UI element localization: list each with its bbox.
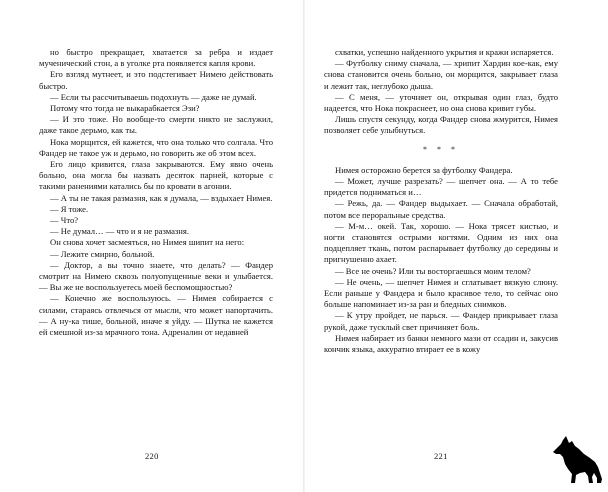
paragraph: — И это тоже. Но вообще-то смерти никто не заслужил, даже такое дерьмо, как ты.	[39, 114, 273, 136]
paragraph: Нимея набирает из банки немного мази от ссадин и, закусив кончик языка, аккуратно втирает ее в кожу	[324, 332, 558, 355]
paragraph: — Конечно же воспользуюсь. — Нимея собирается с силами, стараясь отвлечься от мысли, что может напортачить. — А ну-ка тише, больной, иначе я уйду. — Шутка не кажется ей смешной из-за мрачного тона. Адреналин от недавней	[39, 293, 273, 338]
paragraph: Он снова хочет засмеяться, но Нимея шипит на него:	[50, 237, 245, 248]
paragraph: — Может, лучше разрезать? — шепчет она. — А то тебе придется подниматься и…	[324, 176, 558, 198]
left-page-text	[39, 47, 273, 338]
paragraph: — Не думал… — что и я не размазня.	[50, 226, 190, 237]
paragraph: — Не очень, — шепчет Нимея и сглатывает вязкую слюну. Если раньше у Фандера и было красивое тело, то сейчас оно больше напоминает из-за ран и бледных снимков.	[324, 276, 558, 310]
paragraph: — К утру пройдет, не парься. — Фандер прикрывает глаза рукой, даже тусклый свет причиняет боль.	[324, 310, 558, 332]
right-page-number: 221	[434, 451, 448, 461]
paragraph: схватки, успешно найденного укрытия и кражи испаряется.	[335, 47, 554, 57]
paragraph: — Если ты рассчитываешь подохнуть — даже не думай.	[50, 91, 257, 102]
section-separator: * * *	[423, 144, 459, 154]
paragraph: но быстро прекращает, хватается за ребра и издает мученический стон, а в уголке рта появляется капля крови.	[39, 47, 273, 69]
paragraph: — Футболку сниму сначала, — хрипит Хардин кое-как, ему снова становится очень больно, он морщится, закрывает глаза и лежит так, неглубоко дыша.	[324, 58, 558, 91]
wolf-silhouette-icon	[553, 432, 603, 484]
paragraph: Потому что тогда не выкарабкается Эзи?	[50, 103, 200, 114]
paragraph: — Все не очень? Или ты восторгаешься моим телом?	[335, 265, 531, 276]
paragraph: — Доктор, а вы точно знаете, что делать? — Фандер смотрит на Нимею сквозь полуопущенные веки и улыбается. — Вы же не воспользуетесь моей беспомощностью?	[39, 259, 273, 293]
right-page	[304, 0, 608, 492]
paragraph: Лишь спустя секунду, когда Фандер снова жмурится, Нимея позволяет себе улыбнуться.	[324, 114, 558, 136]
paragraph: — Что?	[50, 215, 79, 226]
paragraph: — Я тоже.	[50, 203, 89, 214]
paragraph: — Режь, да. — Фандер выдыхает. — Сначала обработай, потом все пероральные средства.	[324, 198, 558, 220]
paragraph: Его взгляд мутнеет, и это подстегивает Нимею действовать быстро.	[39, 69, 273, 91]
paragraph: Нимея осторожно берется за футболку Фандера.	[335, 164, 513, 175]
paragraph: — А ты не такая размазня, как я думала, — вздыхает Нимея.	[50, 192, 273, 203]
paragraph: Нока морщится, ей кажется, что она только что солгала. Что Фандер не такое уж и дерьмо, но говорить же об этом всех.	[39, 136, 273, 158]
paragraph: — М-м… окей. Так, хорошо. — Нока трясет кистью, и ногти становятся острыми когтями. Одним из них она подцепляет ткань, потом распарывает футболку до середины и пригнушенно ахает.	[324, 220, 558, 265]
paragraph: — С меня, — уточняет он, открывая один глаз, будто надеется, что Нока покраснеет, но она снова кривит губы.	[324, 91, 558, 114]
paragraph: Его лицо кривится, глаза закрываются. Ему явно очень больно, она могла бы назвать десяток парней, которые с такими ранениями катались бы по кровати в агонии.	[39, 159, 273, 192]
left-page-number: 220	[145, 451, 159, 461]
right-page-text	[324, 47, 558, 355]
paragraph: — Лежите смирно, больной.	[50, 248, 155, 259]
